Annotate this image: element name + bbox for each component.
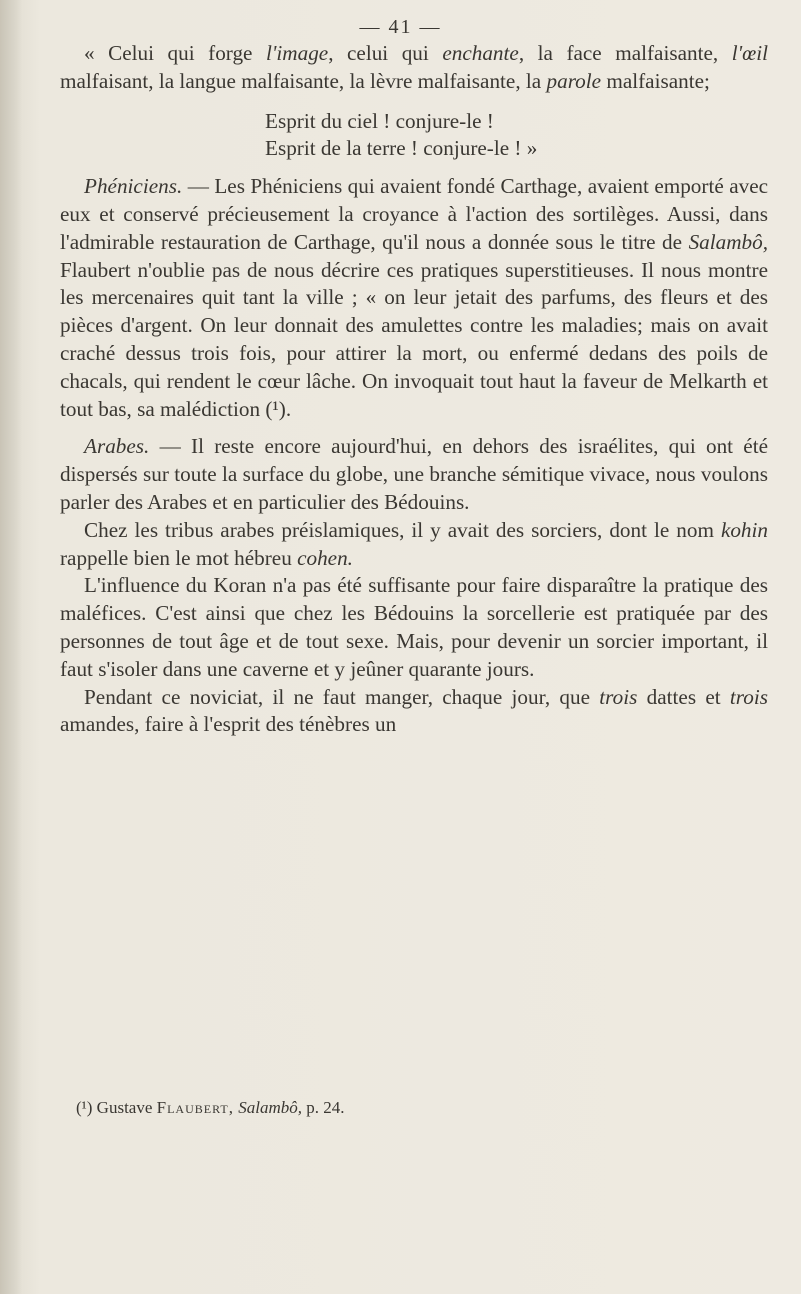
italic-word: cohen. bbox=[297, 545, 353, 570]
footnote-work: Salambô, bbox=[238, 1098, 302, 1117]
footnote-author-last: Flaubert, bbox=[156, 1098, 234, 1117]
paragraph-arabes bbox=[60, 433, 768, 516]
section-heading-pheniciens: Phéniciens. bbox=[84, 174, 183, 199]
italic-word: l'œil bbox=[731, 41, 769, 65]
text-run: — Les Phéniciens qui avaient fondé Carthage, avaient emporté avec eux et conservé précieusement la croyance à l'action des sortilèges. Aussi, dans l'admirable restauration de Carthage, qu'il nous a donnée sous le titre de bbox=[60, 174, 768, 254]
text-run: Chez les tribus arabes préislamiques, il y avait des sorciers, dont le nom bbox=[84, 517, 714, 542]
verse-line-2: Esprit de la terre ! conjure-le ! » bbox=[265, 136, 538, 161]
text-run: Pendant ce noviciat, il ne faut manger, chaque jour, que bbox=[84, 684, 590, 709]
verse-line-1: Esprit du ciel ! conjure-le ! bbox=[265, 108, 494, 133]
text-run: , la face malfaisante, bbox=[518, 41, 719, 65]
text-run: dattes et bbox=[646, 684, 721, 709]
text-run: , celui qui bbox=[328, 41, 429, 65]
section-heading-arabes: Arabes. bbox=[84, 434, 150, 459]
paragraph-pheniciens bbox=[60, 173, 768, 423]
footnote bbox=[76, 1097, 766, 1119]
body-text bbox=[60, 40, 768, 739]
italic-word: enchante bbox=[442, 41, 519, 65]
text-run: amandes, faire à l'esprit des ténèbres un bbox=[60, 712, 397, 737]
italic-word: kohin bbox=[720, 517, 769, 542]
footnote-page: p. 24. bbox=[306, 1098, 345, 1117]
text-run: malfaisante; bbox=[606, 68, 710, 93]
text-run: Flaubert n'oublie pas de nous décrire ces pratiques superstitieuses. Il nous montre les mercenaires quit tant la ville ; « on leur jetait des parfums, des fleurs et des pièces d'argent. On leur donnait des amulettes contre les maladies; mais on avait craché dessus trois fois, pour attirer la mort, ou enfermé dedans des poils de chacals, qui rendent le cœur lâche. On invoquait tout haut la faveur de Melkarth et tout bas, sa malédiction (¹). bbox=[60, 257, 768, 421]
italic-word: trois bbox=[599, 684, 638, 709]
paragraph-incantation bbox=[60, 40, 768, 96]
paragraph-koran: L'influence du Koran n'a pas été suffisante pour faire disparaître la pratique des maléfices. C'est ainsi que chez les Bédouins la sorcellerie est pratiquée par des personnes de tout âge et de tout sexe. Mais, pour devenir un sorcier important, il faut s'isoler dans une caverne et y jeûner quarante jours. bbox=[60, 573, 768, 681]
verse-block bbox=[60, 108, 768, 164]
italic-word: l'image bbox=[266, 41, 329, 65]
footnote-marker: (¹) bbox=[76, 1098, 93, 1117]
text-run: — Il reste encore aujourd'hui, en dehors des israélites, qui ont été dispersés sur toute la surface du globe, une branche sémitique vivace, nous voulons parler des Arabes et en particulier des Bédouins. bbox=[60, 434, 768, 514]
page-number: — 41 — bbox=[359, 16, 442, 38]
text-run: « Celui qui forge bbox=[84, 41, 253, 65]
text-run: rappelle bien le mot hébreu bbox=[60, 545, 292, 570]
page-spine-shadow bbox=[0, 0, 22, 1294]
italic-title: Salambô, bbox=[688, 229, 769, 254]
italic-word: trois bbox=[729, 684, 768, 709]
paragraph-tribus bbox=[60, 517, 768, 573]
paragraph-noviciat bbox=[60, 684, 768, 740]
footnote-author-first: Gustave bbox=[96, 1098, 153, 1117]
italic-word: parole bbox=[546, 68, 602, 93]
text-run: malfaisant, la langue malfaisante, la lèvre malfaisante, la bbox=[60, 68, 542, 93]
